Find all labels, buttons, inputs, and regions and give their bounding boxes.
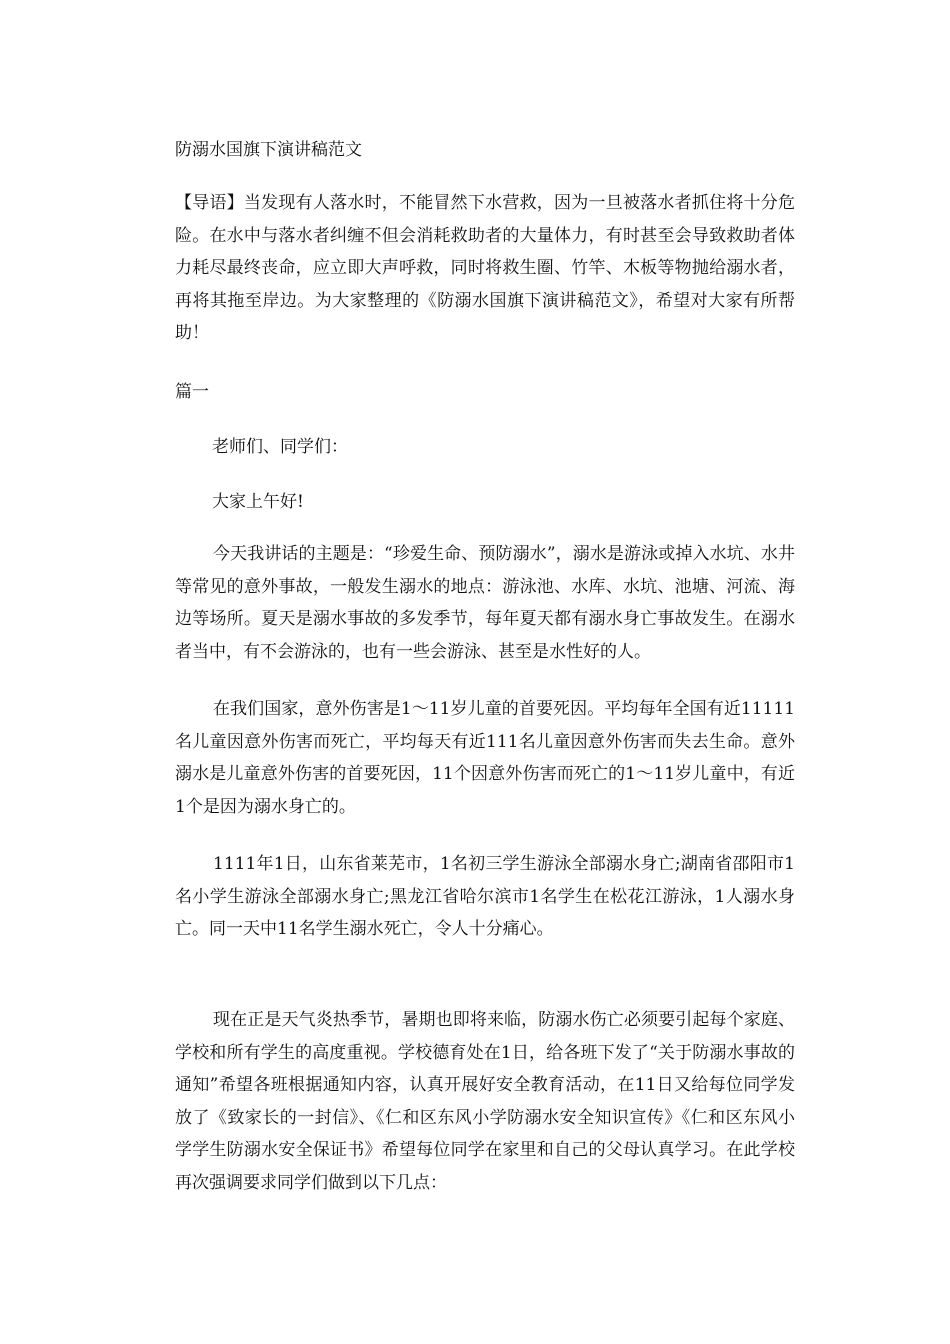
- body-paragraph-4: 现在正是天气炎热季节，暑期也即将来临，防溺水伤亡必须要引起每个家庭、学校和所有学生的高度重视。学校德育处在1日，给各班下发了“关于防溺水事故的通知”希望各班根据通知内容，认真开展好安全教育活动，在11日又给每位同学发放了《致家长的一封信》、《仁和区东风小学防溺水安全知识宣传》《仁和区东风小学学生防溺水安全保证书》希望每位同学在家里和自己的父母认真学习。在此学校再次强调要求同学们做到以下几点：: [175, 1010, 795, 1193]
- greeting: 大家上午好!: [212, 492, 304, 512]
- salutation: 老师们、同学们：: [212, 437, 348, 457]
- intro-paragraph: 【导语】当发现有人落水时，不能冒然下水营救，因为一旦被落水者抓住将十分危险。在水中与落水者纠缠不但会消耗救助者的大量体力，有时甚至会导致救助者体力耗尽最终丧命，应立即大声呼救，同时将救生圈、竹竿、木板等物抛给溺水者，再将其拖至岸边。为大家整理的《防溺水国旗下演讲稿范文》，希望对大家有所帮助！: [175, 193, 795, 343]
- body-paragraph-3: 1111年1日，山东省莱芜市，1名初三学生游泳全部溺水身亡;湖南省邵阳市1名小学生游泳全部溺水身亡;黑龙江省哈尔滨市1名学生在松花江游泳，1人溺水身亡。同一天中11名学生溺水死亡，令人十分痛心。: [175, 854, 795, 939]
- section-title: 篇一: [175, 382, 209, 402]
- body-paragraph-2: 在我们国家，意外伤害是1～11岁儿童的首要死因。平均每年全国有近11111名儿童因意外伤害而死亡，平均每天有近111名儿童因意外伤害而失去生命。意外溺水是儿童意外伤害的首要死因，11个因意外伤害而死亡的1～11岁儿童中，有近1个是因为溺水身亡的。: [175, 699, 795, 817]
- body-paragraph-1: 今天我讲话的主题是：“珍爱生命、预防溺水”，溺水是游泳或掉入水坑、水井等常见的意外事故，一般发生溺水的地点：游泳池、水库、水坑、池塘、河流、海边等场所。夏天是溺水事故的多发季节，每年夏天都有溺水身亡事故发生。在溺水者当中，有不会游泳的，也有一些会游泳、甚至是水性好的人。: [175, 544, 795, 662]
- document-title: 防溺水国旗下演讲稿范文: [175, 140, 362, 160]
